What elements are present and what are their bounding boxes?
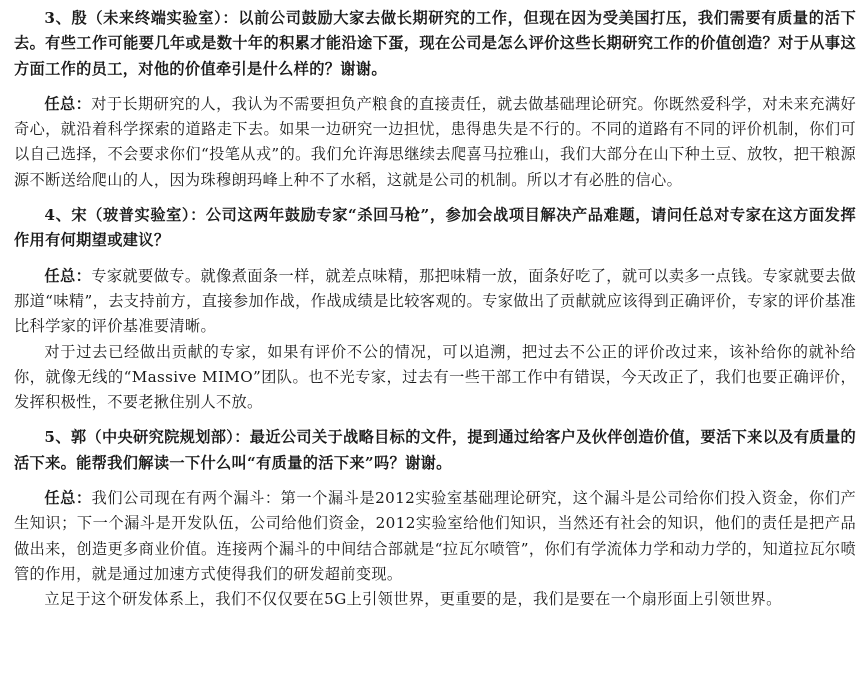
answer-4 bbox=[14, 264, 856, 340]
answer-text: 对于长期研究的人，我认为不需要担负产粮食的直接责任，就去做基础理论研究。你既然爱科学，对未来充满好奇心，就沿着科学探索的道路走下去。如果一边研究一边担忧，患得患失是不行的。不同的道路有不同的评价机制，你们可以自己选择，不会要求你们“投笔从戎”的。我们允许海思继续去爬喜马拉雅山，我们大部分在山下种土豆、放牧，把干粮源源不断送给爬山的人，因为珠穆朗玛峰上种不了水稻，这就是公司的机制。所以才有必胜的信心。 bbox=[14, 94, 856, 189]
answer-3 bbox=[14, 92, 856, 193]
speaker-label: 任总： bbox=[44, 266, 92, 285]
speaker-label: 任总： bbox=[44, 489, 92, 508]
answer-4-continuation: 对于过去已经做出贡献的专家，如果有评价不公的情况，可以追溯，把过去不公正的评价改过来，该补给你的就补给你，就像无线的“Massive MIMO”团队。也不光专家，过去有一些干部工作中有错误，今天改正了，我们也要正确评价，发挥积极性，不要老揪住别人不放。 bbox=[14, 342, 856, 412]
question-4: 4、宋（玻普实验室）：公司这两年鼓励专家“杀回马枪”，参加会战项目解决产品难题，请问任总对专家在这方面发挥作用有何期望或建议？ bbox=[14, 206, 856, 250]
answer-5 bbox=[14, 486, 856, 587]
question-3: 3、殷（未来终端实验室）：以前公司鼓励大家去做长期研究的工作，但现在因为受美国打压，我们需要有质量的活下去。有些工作可能要几年或是数十年的积累才能沿途下蛋，现在公司是怎么评价这些长期研究工作的价值创造？对于从事这方面工作的员工，对他的价值牵引是什么样的？谢谢。 bbox=[14, 9, 856, 78]
answer-text: 我们公司现在有两个漏斗：第一个漏斗是2012实验室基础理论研究，这个漏斗是公司给你们投入资金，你们产生知识；下一个漏斗是开发队伍，公司给他们资金，2012实验室给他们知识，当然还有社会的知识，他们的责任是把产品做出来，创造更多商业价值。连接两个漏斗的中间结合部就是“拉瓦尔喷管”，你们有学流体力学和动力学的，知道拉瓦尔喷管的作用，就是通过加速方式使得我们的研发超前变现。 bbox=[14, 489, 856, 583]
answer-text: 专家就要做专。就像煮面条一样，就差点味精，那把味精一放，面条好吃了，就可以卖多一点钱。专家就要去做那道“味精”，去支持前方，直接参加作战，作战成绩是比较客观的。专家做出了贡献就应该得到正确评价，专家的评价基准比科学家的评价基准要清晰。 bbox=[14, 266, 856, 336]
answer-5-continuation: 立足于这个研发体系上，我们不仅仅要在5G上引领世界，更重要的是，我们是要在一个扇形面上引领世界。 bbox=[44, 590, 782, 609]
speaker-label: 任总： bbox=[44, 94, 92, 113]
question-5: 5、郭（中央研究院规划部）：最近公司关于战略目标的文件，提到通过给客户及伙伴创造价值，要活下来以及有质量的活下来。能帮我们解读一下什么叫“有质量的活下来”吗？谢谢。 bbox=[14, 428, 856, 472]
